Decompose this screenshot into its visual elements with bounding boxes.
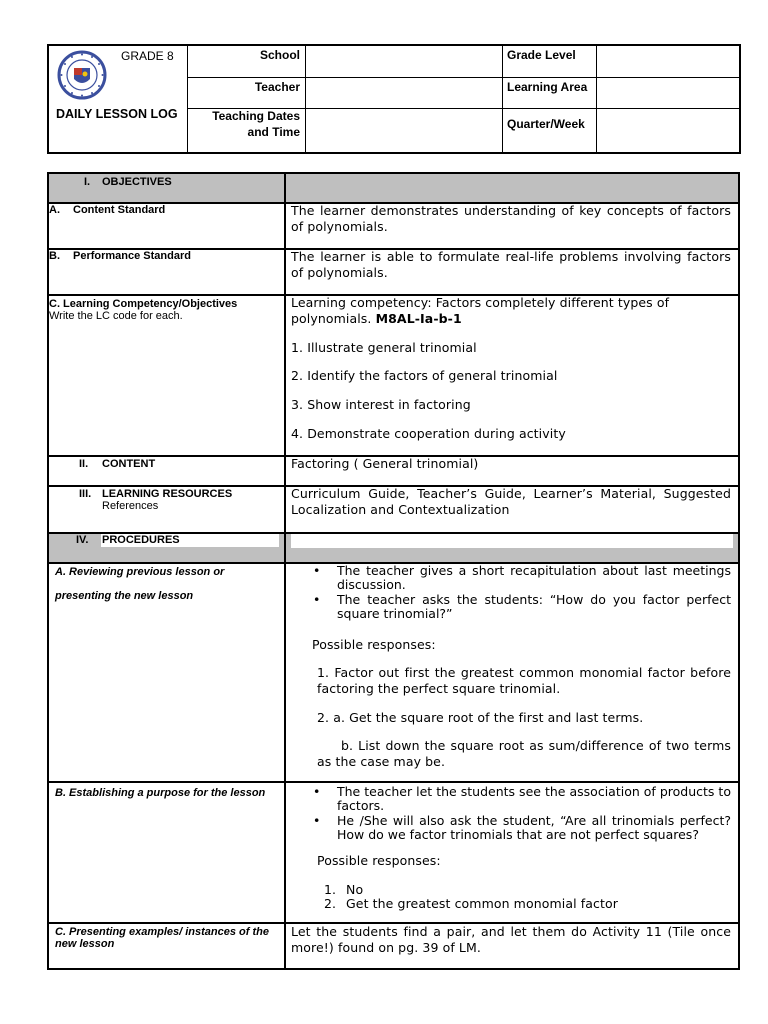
procedure-c-label: C. Presenting examples/ instances of the new lesson [55,926,269,950]
bullet-icon: • [313,563,321,578]
procedure-b-bullet [313,784,731,813]
teaching-dates-label [187,108,300,140]
procedure-a-possible: Possible responses: [312,637,436,652]
teacher-label: Teacher [254,80,300,94]
list-number: 2. [324,896,337,911]
procedure-a-bullet [313,592,731,621]
resources-num: III. [79,488,92,500]
procedure-b-bullet [313,813,731,842]
grade-text: GRADE 8 [121,49,174,63]
header-table [47,44,741,154]
header-divider [305,46,306,152]
competency-intro-text: Learning competency: Factors completely different types of polynomials. [291,295,670,326]
procedures-content-box [291,534,733,548]
procedure-c-text: Let the students find a pair, and let them do Activity 11 (Tile once more!) found on pg. 39 of LM. [291,924,731,955]
competency-item: 4. Demonstrate cooperation during activity [291,426,566,441]
teaching-dates-line1: Teaching Dates [212,109,300,123]
objectives-num: I. [84,176,91,188]
procedure-b-label: B. Establishing a purpose for the lesson [55,787,266,799]
competency-intro [291,295,731,327]
procedure-a-response: 2. a. Get the square root of the first and last terms. [317,710,644,725]
procedure-a-response: 1. Factor out first the greatest common monomial factor before factoring the perfect square trinomial. [317,665,731,696]
procedure-a-response: b. List down the square root as sum/difference of two terms as the case may be. [317,738,731,769]
content-standard-label: Content Standard [73,204,166,216]
procedure-b-list-item [324,896,618,912]
quarter-week-label: Quarter/Week [507,117,585,131]
resources-sublabel: References [102,500,159,512]
objectives-heading: OBJECTIVES [102,176,172,188]
procedure-b-bullet-text: The teacher let the students see the association of products to factors. [337,784,731,813]
resources-text: Curriculum Guide, Teacher’s Guide, Learner’s Material, Suggested Localization and Contextualization [291,486,731,517]
grade-level-label: Grade Level [507,48,576,62]
competency-item: 2. Identify the factors of general trinomial [291,368,558,383]
teaching-dates-line2: and Time [247,125,300,139]
procedure-a-bullet [313,563,731,592]
performance-standard-text: The learner is able to formulate real-life problems involving factors of polynomials. [291,249,731,280]
procedure-a-label-line1: A. Reviewing previous lesson or [55,566,225,578]
page-title: DAILY LESSON LOG [56,107,178,121]
procedure-a-label-line2: presenting the new lesson [55,590,194,602]
lesson-table [47,172,740,970]
bullet-icon: • [313,813,321,828]
competency-code: M8AL-Ia-b-1 [375,311,462,326]
procedure-b-possible: Possible responses: [317,853,441,868]
header-divider [187,77,739,78]
competency-label: C. Learning Competency/Objectives [49,298,238,310]
content-text: Factoring ( General trinomial) [291,456,479,471]
bullet-icon: • [313,592,321,607]
performance-standard-num: B. [49,250,60,262]
list-number: 1. [324,882,337,897]
row-divider [49,781,738,783]
procedure-b-list-text: No [346,882,364,897]
header-divider [502,46,503,152]
learning-area-label: Learning Area [507,80,588,94]
procedure-b-list-text: Get the greatest common monomial factor [346,896,618,911]
procedure-b-bullet-text: He /She will also ask the student, “Are all trinomials perfect? How do we factor trinomials that are not perfect squares? [337,813,731,842]
school-label: School [259,48,300,62]
resources-label: LEARNING RESOURCES [102,488,233,500]
content-standard-num: A. [49,204,60,216]
content-num: II. [79,458,89,470]
performance-standard-label: Performance Standard [73,250,191,262]
competency-item: 3. Show interest in factoring [291,397,471,412]
procedures-label: PROCEDURES [102,534,180,546]
procedures-num: IV. [76,534,89,546]
procedure-a-bullet-text: The teacher gives a short recapitulation about last meetings discussion. [337,563,731,592]
header-divider [596,46,597,152]
content-standard-text: The learner demonstrates understanding of key concepts of factors of polynomials. [291,203,731,234]
procedure-a-bullet-text: The teacher asks the students: “How do you factor perfect square trinomial?” [337,592,731,621]
bullet-icon: • [313,784,321,799]
competency-sublabel: Write the LC code for each. [49,310,183,322]
competency-item: 1. Illustrate general trinomial [291,340,477,355]
deped-seal-icon [57,50,107,100]
content-label: CONTENT [102,458,156,470]
